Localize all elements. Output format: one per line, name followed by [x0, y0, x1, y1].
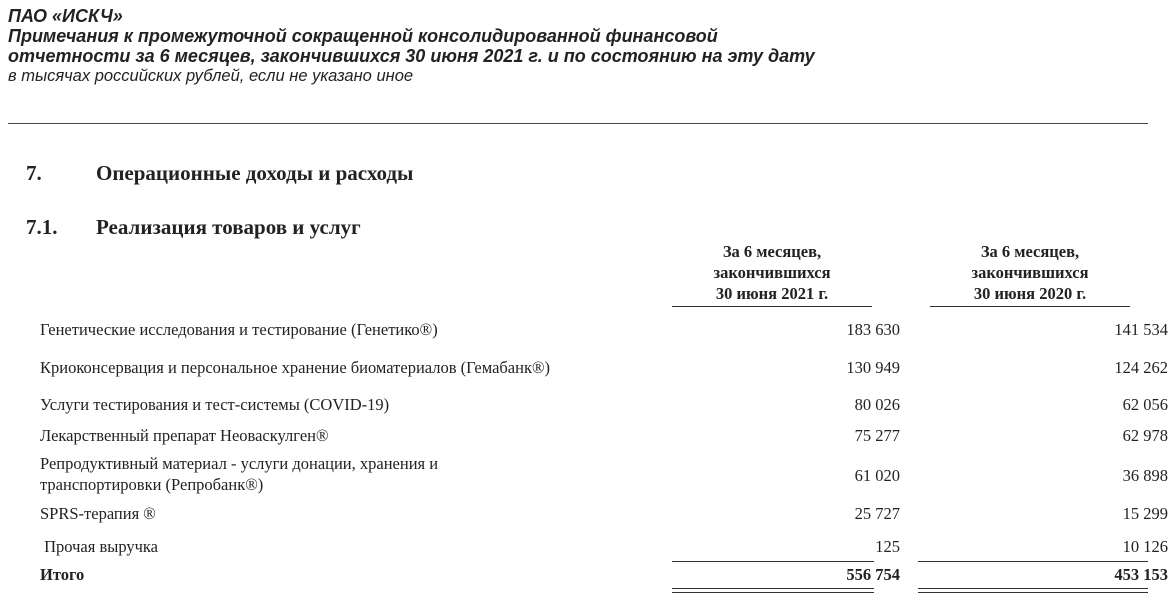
row-label: SPRS-терапия ®: [40, 504, 156, 523]
column-header-2021-line-2: закончившихся: [713, 263, 831, 282]
total-double-underline-2020: [918, 588, 1148, 593]
subsection-number: 7.1.: [26, 215, 58, 239]
row-label: Лекарственный препарат Неоваскулген®: [40, 426, 329, 445]
row-value-2020: 62 056: [1122, 395, 1168, 414]
column-header-2020-underline: [930, 306, 1130, 307]
column-header-2021-underline: [672, 306, 872, 307]
row-label: Прочая выручка: [40, 537, 158, 556]
row-value-2021: 130 949: [846, 358, 900, 377]
row-value-2020: 15 299: [1122, 504, 1168, 523]
row-value-2021: 80 026: [854, 395, 900, 414]
row-label: Криоконсервация и персональное хранение биоматериалов (Гемабанк®): [40, 358, 550, 377]
total-value-2021: 556 754: [846, 565, 900, 584]
row-label: Услуги тестирования и тест-системы (COVID-19): [40, 395, 390, 414]
row-value-2020: 36 898: [1122, 466, 1168, 485]
subtotal-line-2020: [918, 561, 1148, 562]
row-value-2021: 61 020: [854, 466, 900, 485]
total-label: Итого: [40, 565, 85, 584]
total-double-underline-2021: [672, 588, 874, 593]
header-divider: [8, 123, 1148, 124]
row-label-line-1: Репродуктивный материал - услуги донации, хранения и: [40, 454, 439, 473]
row-label: Генетические исследования и тестирование (Генетико®): [40, 320, 438, 339]
document-title-line-2: отчетности за 6 месяцев, закончившихся 30 июня 2021 г. и по состоянию на эту дату: [8, 46, 815, 66]
row-value-2021: 25 727: [854, 504, 900, 523]
subsection-title: Реализация товаров и услуг: [96, 215, 361, 239]
total-value-2020: 453 153: [1114, 565, 1168, 584]
row-value-2021: 125: [875, 537, 900, 556]
row-label-line-2: транспортировки (Репробанк®): [40, 475, 264, 494]
column-header-2021-line-1: За 6 месяцев,: [722, 242, 822, 261]
section-title: Операционные доходы и расходы: [96, 161, 414, 185]
row-value-2020: 124 262: [1114, 358, 1168, 377]
subtotal-line-2021: [672, 561, 874, 562]
column-header-2021-line-3: 30 июня 2021 г.: [715, 284, 829, 303]
row-value-2020: 62 978: [1122, 426, 1168, 445]
document-title-line-1: Примечания к промежуточной сокращенной консолидированной финансовой: [8, 26, 718, 46]
column-header-2020: [930, 241, 1130, 304]
row-value-2020: 141 534: [1114, 320, 1168, 339]
row-value-2020: 10 126: [1122, 537, 1168, 556]
column-header-2021: [672, 241, 872, 304]
column-header-2020-line-3: 30 июня 2020 г.: [973, 284, 1087, 303]
column-header-2020-line-2: закончившихся: [971, 263, 1089, 282]
units-note: в тысячах российских рублей, если не указано иное: [8, 67, 414, 85]
row-value-2021: 75 277: [854, 426, 900, 445]
column-header-2020-line-1: За 6 месяцев,: [980, 242, 1080, 261]
document-header: [8, 6, 1148, 86]
company-name: ПАО «ИСКЧ»: [8, 6, 123, 26]
section-number: 7.: [26, 161, 42, 185]
row-value-2021: 183 630: [846, 320, 900, 339]
